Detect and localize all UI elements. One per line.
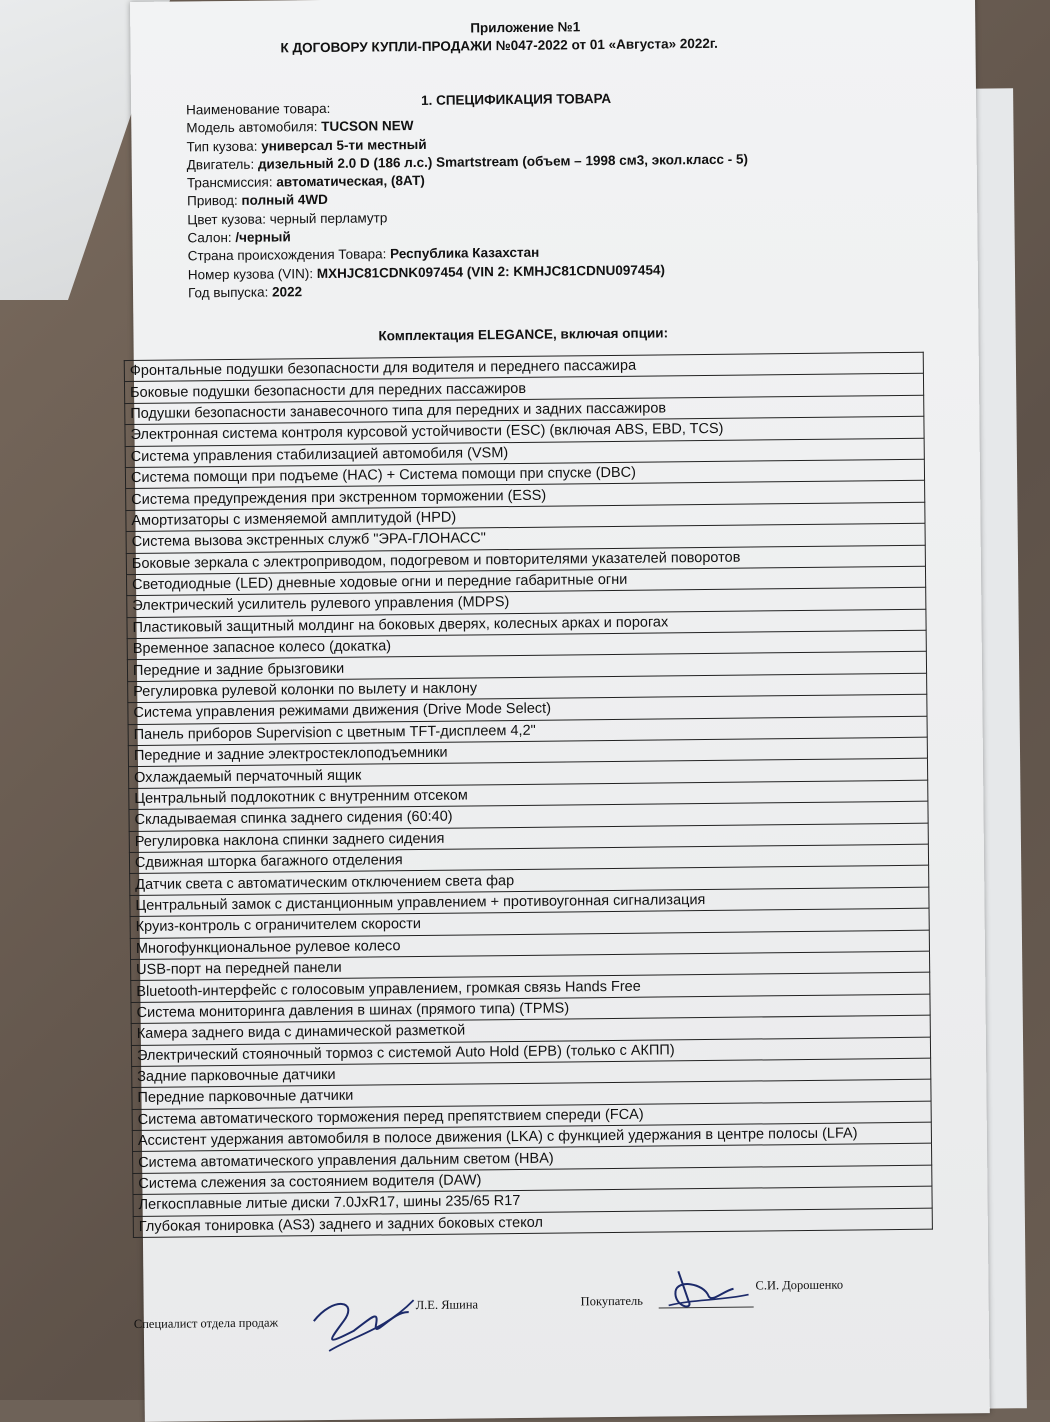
field-label: Номер кузова (VIN):: [188, 266, 317, 282]
option-cell: Подушки безопасности занавесочного типа для передних и задних пассажиров: [125, 395, 924, 425]
option-cell: Система помощи при подъеме (HAC) + Система помощи при спуске (DBC): [125, 459, 924, 489]
option-cell: Система управления режимами движения (Drive Mode Select): [128, 694, 927, 724]
field-label: Салон:: [187, 230, 235, 246]
document-page: [130, 0, 990, 1422]
option-cell: Сдвижная шторка багажного отделения: [129, 844, 928, 874]
specification-title: 1. СПЕЦИФИКАЦИЯ ТОВАРА: [421, 91, 611, 108]
seller-signature: [304, 1290, 425, 1361]
buyer-name: С.И. Дорошенко: [755, 1278, 843, 1294]
field-value: TUCSON NEW: [321, 118, 413, 134]
contract-title: К ДОГОВОРУ КУПЛИ-ПРОДАЖИ №047-2022 от 01 «Августа» 2022г.: [280, 36, 718, 56]
seller-name: Л.Е. Яшина: [416, 1297, 479, 1313]
option-cell: Электрический усилитель рулевого управления (MDPS): [127, 587, 926, 617]
option-cell: Временное запасное колесо (докатка): [127, 630, 926, 660]
option-cell: Глубокая тонировка (AS3) заднего и задних боковых стекол: [133, 1208, 932, 1238]
option-cell: Датчик света с автоматическим отключением света фар: [130, 866, 929, 896]
option-cell: Регулировка наклона спинки заднего сидения: [129, 823, 928, 853]
option-cell: Светодиодные (LED) дневные ходовые огни и передние габаритные огни: [126, 566, 925, 596]
option-cell: Фронтальные подушки безопасности для водителя и переднего пассажира: [124, 352, 923, 382]
option-cell: Амортизаторы с изменяемой амплитудой (HPD): [126, 502, 925, 532]
option-cell: Охлаждаемый перчаточный ящик: [129, 759, 928, 789]
option-cell: Камера заднего вида с динамической разметкой: [131, 1015, 930, 1045]
option-cell: Система автоматического управления дальним светом (HBA): [133, 1144, 932, 1174]
option-cell: Боковые подушки безопасности для передних пассажиров: [124, 374, 923, 404]
options-table: [124, 352, 933, 1238]
field-value: дизельный 2.0 D (186 л.с.) Smartstream (объем – 1998 см3, экол.класс - 5): [258, 151, 748, 171]
option-cell: Центральный подлокотник с внутренним отсеком: [129, 780, 928, 810]
field-label: Страна происхождения Товара:: [188, 247, 391, 264]
buyer-label: Покупатель: [581, 1294, 643, 1310]
field-label: Год выпуска:: [188, 284, 272, 300]
option-cell: Складываемая спинка заднего сидения (60:40): [129, 801, 928, 831]
field-label: Трансмиссия:: [187, 175, 277, 191]
field-value: универсал 5-ти местный: [261, 136, 427, 153]
option-cell: Передние и задние брызговики: [127, 652, 926, 682]
buyer-signature: [663, 1261, 754, 1317]
option-cell: Задние парковочные датчики: [132, 1058, 931, 1088]
signature-row: [134, 1297, 934, 1305]
option-cell: Легкосплавные литые диски 7.0JxR17, шины 235/65 R17: [133, 1186, 932, 1216]
field-label: Двигатель:: [187, 157, 258, 173]
option-cell: Передние и задние электростеклоподъемники: [128, 737, 927, 767]
option-cell: Система мониторинга давления в шинах (прямого типа) (TPMS): [131, 994, 930, 1024]
option-cell: Панель приборов Supervision с цветным TFT-дисплеем 4,2": [128, 716, 927, 746]
field-value: автоматическая, (8АТ): [276, 173, 425, 190]
field-label: Модель автомобиля:: [186, 119, 321, 135]
option-cell: Bluetooth-интерфейс с голосовым управлением, громкая связь Hands Free: [131, 973, 930, 1003]
option-cell: Электрический стояночный тормоз с системой Auto Hold (EPB) (только с АКПП): [131, 1037, 930, 1067]
option-cell: Круиз-контроль с ограничителем скорости: [130, 908, 929, 938]
field-value: MXHJC81CDNK097454 (VIN 2: KMHJC81CDNU097454): [317, 262, 665, 281]
option-cell: Система вызова экстренных служб "ЭРА-ГЛОНАСС": [126, 523, 925, 553]
field-value: Республика Казахстан: [390, 245, 539, 262]
option-cell: Система слежения за состоянием водителя (DAW): [133, 1165, 932, 1195]
option-cell: Ассистент удержания автомобиля в полосе движения (LKA) с функцией удержания в центре полосы (LFA): [132, 1122, 931, 1152]
option-cell: Пластиковый защитный молдинг на боковых дверях, колесных арках и порогах: [127, 609, 926, 639]
seller-label: Специалист отдела продаж: [134, 1316, 278, 1333]
option-cell: Боковые зеркала с электроприводом, подогревом и повторителями указателей поворотов: [126, 545, 925, 575]
field-value: 2022: [272, 284, 302, 299]
field-label: Тип кузова:: [186, 138, 261, 154]
field-label: Цвет кузова: черный перламутр: [187, 210, 387, 227]
option-cell: USB-порт на передней панели: [131, 951, 930, 981]
option-cell: Регулировка рулевой колонки по вылету и наклону: [128, 673, 927, 703]
field-value: полный 4WD: [241, 192, 328, 208]
equipment-title: Комплектация ELEGANCE, включая опции:: [378, 325, 668, 343]
option-cell: Центральный замок с дистанционным управлением + противоугонная сигнализация: [130, 887, 929, 917]
option-cell: Система предупреждения при экстренном торможении (ESS): [126, 481, 925, 511]
annex-title: Приложение №1: [470, 19, 580, 35]
option-cell: Многофункциональное рулевое колесо: [130, 930, 929, 960]
field-label: Привод:: [187, 193, 242, 209]
option-cell: Система автоматического торможения перед препятствием спереди (FCA): [132, 1101, 931, 1131]
vehicle-fields: [186, 96, 749, 303]
option-cell: Передние парковочные датчики: [132, 1079, 931, 1109]
field-label: Наименование товара:: [186, 101, 330, 118]
option-cell: Электронная система контроля курсовой устойчивости (ESC) (включая ABS, EBD, TCS): [125, 416, 924, 446]
option-cell: Система управления стабилизацией автомобиля (VSM): [125, 438, 924, 468]
field-value: /черный: [235, 229, 290, 245]
